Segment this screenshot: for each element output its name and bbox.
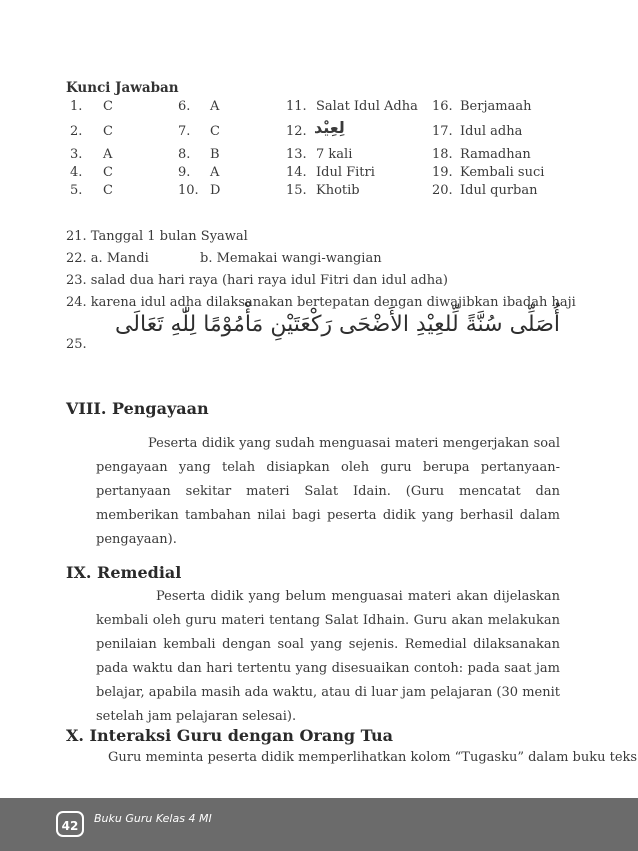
essay-answer-25-number: 25.: [66, 337, 87, 352]
section-body-pengayaan: Peserta didik yang sudah menguasai materi mengerjakan soal pengayaan yang telah disiapkan oleh guru berupa pertanyaan-pertanyaan sekitar materi Salat Idain. (Guru mencatat dan memberikan tambahan nilai bagi peserta didik yang berhasil dalam pengayaan).: [96, 436, 560, 547]
answer-number: 7.: [178, 124, 191, 139]
essay-answer-22b: b. Memakai wangi-wangian: [200, 251, 382, 266]
answer-number: 14.: [286, 165, 307, 180]
answer-key-title: Kunci Jawaban: [66, 80, 179, 96]
answer-number: 8.: [178, 147, 191, 162]
essay-answer-25-arabic: أُصَلِّى سُنَّةً لِّلعِيْدِ الأَضْحَى رَكْعَتَيْنِ مَأْمُوْمًا لِلّٰهِ تَعَالَى: [114, 312, 560, 337]
answer-number: 20.: [432, 183, 453, 198]
answer-value: Khotib: [316, 183, 360, 198]
answer-number: 13.: [286, 147, 307, 162]
answer-value: Kembali suci: [460, 165, 545, 180]
answer-value: 7 kali: [316, 147, 353, 162]
answer-value: Idul adha: [460, 124, 523, 139]
essay-answer-23: 23. salad dua hari raya (hari raya idul Fitri dan idul adha): [66, 273, 448, 288]
answer-number: 2.: [70, 124, 83, 139]
answer-value: A: [210, 99, 220, 114]
page-number: 42: [56, 811, 84, 837]
answer-value: Idul Fitri: [316, 165, 375, 180]
answer-number: 15.: [286, 183, 307, 198]
answer-value: C: [210, 124, 220, 139]
section-heading-remedial: IX. Remedial: [66, 563, 182, 582]
answer-value: A: [210, 165, 220, 180]
footer-book-title: Buku Guru Kelas 4 MI: [94, 812, 212, 825]
answer-number: 11.: [286, 99, 307, 114]
answer-value: Ramadhan: [460, 147, 531, 162]
answer-value: C: [103, 183, 113, 198]
section-body-remedial: Peserta didik yang belum menguasai materi akan dijelaskan kembali oleh guru materi tentang Salat Idhain. Guru akan melakukan penilaian kembali dengan soal yang sejenis. Remedial dilaksanakan pada waktu dan hari tertentu yang disesuaikan contoh: pada saat jam belajar, apabila masih ada waktu, atau di luar jam pelajaran (30 menit setelah jam pelajaran selesai).: [96, 589, 560, 724]
section-heading-pengayaan: VIII. Pengayaan: [66, 399, 209, 418]
answer-number: 17.: [432, 124, 453, 139]
answer-number: 9.: [178, 165, 191, 180]
answer-number: 16.: [432, 99, 453, 114]
answer-number: 10.: [178, 183, 199, 198]
essay-answer-24: 24. karena idul adha dilaksanakan bertepatan dengan diwajibkan ibadah haji: [66, 295, 576, 310]
essay-answer-22a: 22. a. Mandi: [66, 251, 149, 266]
answer-number: 12.: [286, 124, 307, 139]
answer-number: 19.: [432, 165, 453, 180]
answer-value: A: [103, 147, 113, 162]
answer-value: Salat Idul Adha: [316, 99, 418, 114]
essay-answer-21: 21. Tanggal 1 bulan Syawal: [66, 229, 248, 244]
answer-number: 5.: [70, 183, 83, 198]
answer-number: 3.: [70, 147, 83, 162]
answer-value: Idul qurban: [460, 183, 538, 198]
answer-value: C: [103, 99, 113, 114]
answer-value: Berjamaah: [460, 99, 532, 114]
answer-value: D: [210, 183, 221, 198]
section-body-interaksi: Guru meminta peserta didik memperlihatkan kolom “Tugasku” dalam buku teks: [108, 750, 638, 765]
answer-number: 6.: [178, 99, 191, 114]
section-heading-interaksi: X. Interaksi Guru dengan Orang Tua: [66, 726, 394, 745]
answer-value: C: [103, 124, 113, 139]
answer-value-arabic: لِعِيْد: [314, 118, 345, 137]
answer-number: 4.: [70, 165, 83, 180]
answer-number: 1.: [70, 99, 83, 114]
answer-value: B: [210, 147, 220, 162]
answer-number: 18.: [432, 147, 453, 162]
answer-value: C: [103, 165, 113, 180]
